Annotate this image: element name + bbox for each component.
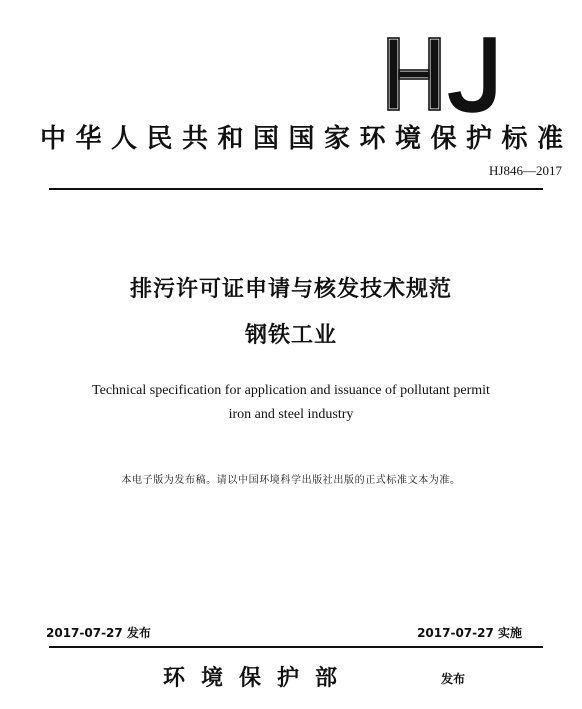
standard-number: HJ846—2017 — [489, 163, 562, 178]
bottom-divider — [49, 646, 543, 648]
electronic-version-notice: 本电子版为发布稿。请以中国环境科学出版社出版的正式标准文本为准。 — [121, 475, 461, 486]
top-divider — [49, 188, 543, 190]
national-standard-title: 中华人民共和国国家环境保护标准 — [40, 124, 573, 154]
document-subtitle-cn: 钢铁工业 — [244, 323, 337, 348]
issue-date: 2017-07-27 发布 — [46, 626, 151, 640]
document-title-cn: 排污许可证申请与核发技术规范 — [129, 277, 452, 302]
issuing-ministry: 环境保护部 — [163, 665, 354, 691]
document-title-en: Technical specification for application and issuance of pollutant permit — [92, 383, 490, 398]
document-subtitle-en: iron and steel industry — [228, 407, 354, 422]
implementation-date: 2017-07-27 实施 — [417, 626, 522, 640]
publish-label: 发布 — [441, 672, 466, 686]
hj-logo — [382, 34, 502, 114]
